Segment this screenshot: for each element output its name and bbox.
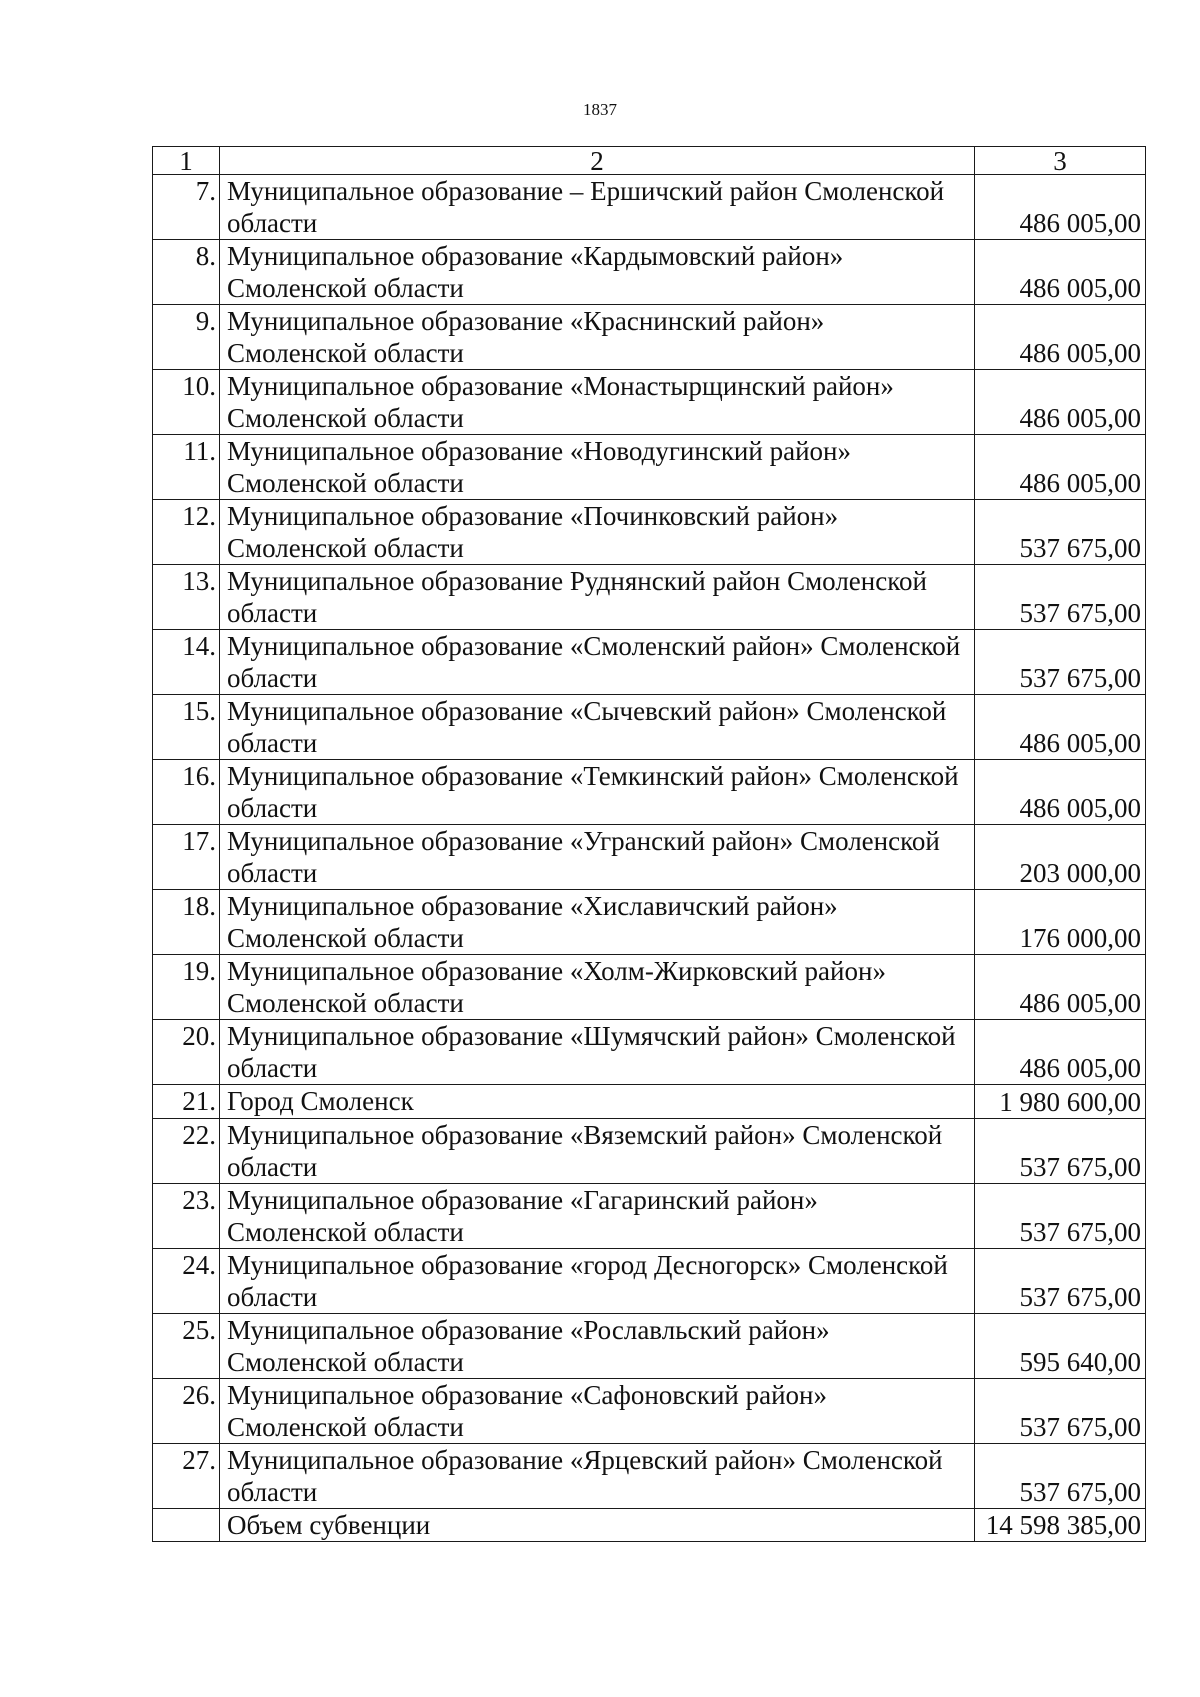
table-row [153,1020,1146,1085]
table-row [153,695,1146,760]
municipality-name: Муниципальное образование «Гагаринский район» Смоленской области [220,1184,975,1249]
row-number: 20. [153,1020,220,1085]
municipality-name: Муниципальное образование «Шумячский район» Смоленской области [220,1020,975,1085]
municipality-name: Муниципальное образование «Монастырщинский район» Смоленской области [220,370,975,435]
municipality-name: Муниципальное образование «Угранский район» Смоленской области [220,825,975,890]
municipality-name: Муниципальное образование «Кардымовский район» Смоленской области [220,240,975,305]
row-number: 8. [153,240,220,305]
municipality-name: Муниципальное образование Руднянский район Смоленской области [220,565,975,630]
subvention-amount: 537 675,00 [975,1379,1146,1444]
subvention-amount: 486 005,00 [975,240,1146,305]
table-row [153,1379,1146,1444]
table-row [153,175,1146,240]
subvention-amount: 537 675,00 [975,1184,1146,1249]
header-col-3: 3 [975,147,1146,175]
subvention-amount: 486 005,00 [975,175,1146,240]
table-row [153,305,1146,370]
row-number: 7. [153,175,220,240]
row-number: 25. [153,1314,220,1379]
subvention-amount: 537 675,00 [975,1119,1146,1184]
total-label: Объем субвенции [220,1509,975,1542]
subvention-amount: 486 005,00 [975,760,1146,825]
table-row [153,630,1146,695]
header-col-1: 1 [153,147,220,175]
municipality-name: Муниципальное образование «Краснинский район» Смоленской области [220,305,975,370]
municipality-name: Муниципальное образование «Починковский район» Смоленской области [220,500,975,565]
subvention-amount: 1 980 600,00 [975,1085,1146,1119]
row-number: 21. [153,1085,220,1119]
municipality-name: Муниципальное образование «Вяземский район» Смоленской области [220,1119,975,1184]
table-row [153,240,1146,305]
table-row [153,1085,1146,1119]
table-row [153,760,1146,825]
table-row [153,435,1146,500]
table-row [153,955,1146,1020]
municipality-name: Город Смоленск [220,1085,975,1119]
subvention-amount: 537 675,00 [975,1249,1146,1314]
subvention-amount: 595 640,00 [975,1314,1146,1379]
municipality-name: Муниципальное образование «Сычевский район» Смоленской области [220,695,975,760]
header-col-2: 2 [220,147,975,175]
subvention-amount: 486 005,00 [975,370,1146,435]
table-row [153,370,1146,435]
row-number: 24. [153,1249,220,1314]
row-number: 18. [153,890,220,955]
table-row [153,825,1146,890]
table-row [153,1444,1146,1509]
municipality-name: Муниципальное образование «Хиславичский район» Смоленской области [220,890,975,955]
table-row [153,500,1146,565]
subvention-amount: 537 675,00 [975,1444,1146,1509]
row-number: 23. [153,1184,220,1249]
table-row [153,1314,1146,1379]
municipality-name: Муниципальное образование «город Десногорск» Смоленской области [220,1249,975,1314]
subvention-amount: 486 005,00 [975,695,1146,760]
row-number: 19. [153,955,220,1020]
total-row [153,1509,1146,1542]
table-row [153,1119,1146,1184]
municipality-name: Муниципальное образование «Рославльский район» Смоленской области [220,1314,975,1379]
page-number: 1837 [583,100,617,119]
table-row [153,1184,1146,1249]
subvention-amount: 203 000,00 [975,825,1146,890]
table-row [153,890,1146,955]
row-number: 17. [153,825,220,890]
subvention-amount: 486 005,00 [975,955,1146,1020]
municipality-name: Муниципальное образование «Новодугинский район» Смоленской области [220,435,975,500]
subvention-amount: 537 675,00 [975,500,1146,565]
municipality-name: Муниципальное образование «Сафоновский район» Смоленской области [220,1379,975,1444]
table-body [153,175,1146,1542]
subvention-amount: 486 005,00 [975,1020,1146,1085]
row-number: 16. [153,760,220,825]
municipality-name: Муниципальное образование «Смоленский район» Смоленской области [220,630,975,695]
table-row [153,565,1146,630]
table-header-row [153,147,1146,175]
row-number: 26. [153,1379,220,1444]
total-amount: 14 598 385,00 [975,1509,1146,1542]
subvention-amount: 486 005,00 [975,305,1146,370]
row-number: 15. [153,695,220,760]
total-row-number [153,1509,220,1542]
row-number: 12. [153,500,220,565]
subvention-amount: 176 000,00 [975,890,1146,955]
row-number: 10. [153,370,220,435]
municipality-name: Муниципальное образование «Холм-Жирковский район» Смоленской области [220,955,975,1020]
row-number: 22. [153,1119,220,1184]
municipality-name: Муниципальное образование – Ершичский район Смоленской области [220,175,975,240]
row-number: 13. [153,565,220,630]
row-number: 11. [153,435,220,500]
subvention-amount: 486 005,00 [975,435,1146,500]
table-row [153,1249,1146,1314]
row-number: 14. [153,630,220,695]
municipality-name: Муниципальное образование «Темкинский район» Смоленской области [220,760,975,825]
municipality-name: Муниципальное образование «Ярцевский район» Смоленской области [220,1444,975,1509]
subvention-amount: 537 675,00 [975,565,1146,630]
row-number: 9. [153,305,220,370]
row-number: 27. [153,1444,220,1509]
subvention-amount: 537 675,00 [975,630,1146,695]
subvention-table [152,146,1146,1542]
table-header [153,147,1146,175]
